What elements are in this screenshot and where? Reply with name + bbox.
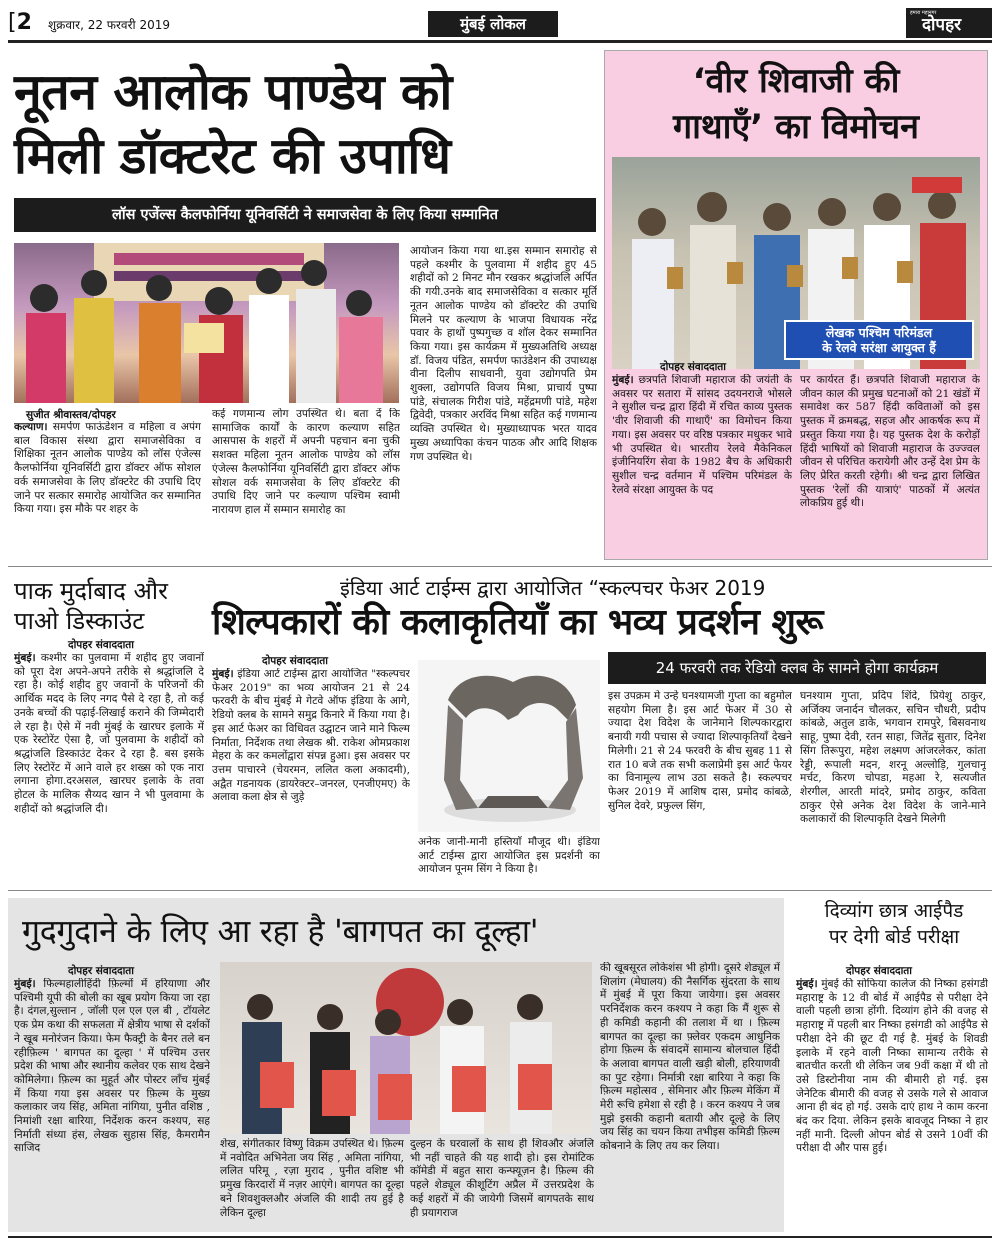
story6-headline <box>796 898 992 950</box>
story4-col3: इस उपक्रम मे उन्हे घनश्यामजी गुप्ता का बहुमोल सहयोग मिला है। इस आर्ट फेअर में 30 से ज्यादा देश विदेश के जानेमाने शिल्पकारद्वारा बनायी गयी पचास से ज्यादा शिल्पाकृतियाँ देखने मिलेगी। 21 से 24 फरवरी के बीच सुबह 11 से रात 10 बजे तक सभी कलाप्रेमी इस आर्ट फेयर का विनामूल्य लाभ उठा सकते है। स्कल्पचर फेअर 2019 में आशिष दास, प्रमोद कांबळे, सुनिल देवरे, प्रफुल्ल सिंग, <box>608 690 792 812</box>
divider-1 <box>8 566 992 567</box>
section-title: मुंबई लोकल <box>428 11 558 37</box>
story4-col1: मुंबई। इंडिया आर्ट टाईम्स द्वारा आयोजित "स्कल्पचर फेअर 2019" का भव्य आयोजन 21 से 24 फरवरी के बीच मुंबई मे गेटवे ऑफ इंडिया के आगे, रेडियो क्लब के सामने समुद्र किनारे में किया गया है। इस आर्ट फेअर का विधिवत उद्घाटन जाने माने फिल्म निर्माता, निर्देशक तथा लेखक श्री. राकेश ओमप्रकाश मेहरा के कर कमलोंद्वारा संपन्न हुआ। इस अवसर पर उत्तम पाचारने (चेयरमन, ललित कला अकादमी), अद्वैत गडनायक (डायरेक्टर–जनरल, एनजीएमए) के अलावा कला क्षेत्र से जुड़े <box>212 668 410 804</box>
film-poster-launch-image <box>220 962 592 1134</box>
story5-col4: की खूबसूरत लोकेशंस भी होगी। दूसरे शेड्यूल में शिलांग (मेघालय) की नैसर्गिक सुंदरता के साथ में मुंबई में पूरा किया जायेगा। इस अवसर परनिर्देशक करन कश्यप ने कहा कि मैं शुरू से ही कमिडी कहानी की तलाश में था । फ़िल्म बागपत का दूल्हा का फ़्लेवर एकदम आधुनिक होगा फ़िल्म के संवादमें सामान्य बोलचाल हिंदी के अलावा बागपत वाली खड़ी बोली, हरियाणवी का पुट रहेगा। निर्मात्री रक्षा बारिया ने कहा कि फ़िल्म महोत्सव , सेमिनार और फ़िल्म मेकिंग में मेरी रूचि हमेशा से रही है । करन कश्यप ने जब मुझे इसकी कहानी बतायी और दूल्हे के लिए जय सिंह का चयन किया तभीइस कमिडी फ़िल्म कोबनाने के लिए तय कर लिया। <box>600 962 780 1153</box>
story4-col4: घनश्याम गुप्ता, प्रदिप शिंदे, प्रियेशु ठाकुर, अर्जिक्य जनार्दन चौलकर, सचिन चौधरी, प्रदीप कांबळे, अतुल डाके, भगवान रामपुरे, बिसवनाथ साहू, पुष्पा देवी, रतन साहा, जितेंद्र सुतार, दिनेश सिंग तिरूपुरा, महेश लक्ष्मण आंजरलेकर, कांता रेड्डी, रूपाली मदन, शरनू अल्लोड़ि, गुलचानू मर्चट, किरण चोपडा, महआ रे, सत्यजीत शेरगील, आरती मांदरे, प्रमोद ठाकुर, कविता ठाकुर ऐसे अनेक देश विदेश के जाने-माने कलाकारों की शिल्पाकृति देखने मिलेगी <box>800 690 986 826</box>
story6-headline-line2: पर देगी बोर्ड परीक्षा <box>828 926 960 948</box>
story1-col3: आयोजन किया गया था.इस सम्मान समारोह से पहले कश्मीर के पुलवामा में शहीद हुए 45 शहीदों को 2 मिनट मौन रखकर श्रद्धांजलि अर्पित की गयी.उनके बाद समाजसेविका व सत्कार मूर्ति नूतन आलोक पाण्डेय को डॉक्टरेट की उपाधि मिलने पर कल्याण के भाजपा विधायक नरेंद्र पवार के हाथों पुष्पगुच्छ व शॉल देकर सम्मानित किया गया। इस कार्यक्रम में मुख्यअतिथि अध्यक्ष डॉ. विजय पंडित, समर्पण फाउंडेशन की उपाध्यक्ष वीना दिलीप साधवानी, युवा उद्योगपति प्रेम शुक्ला, उद्योगपति विजय मिश्रा, प्राचार्य पुष्पा पांडे, संचालक गिरीश पांडे, महेंद्रमणी पांडे, महेश द्विवेदी, पत्रकार अरविंद मिश्रा सहित कई गणमान्य व्यक्ति उपस्थित थे। मुख्याध्यापक भरत यादव मुख्य अध्यापिका कंचन पाठक और आदि शिक्षक गण उपस्थित थे। <box>410 245 597 463</box>
story1-headline-line1: नूतन आलोक पाण्डेय को <box>14 63 452 121</box>
story4-banner: 24 फरवरी तक रेडियो क्लब के सामने होगा कार्यक्रम <box>608 652 986 684</box>
story5-photo <box>220 962 592 1134</box>
story1-byline: सुजीत श्रीवास्तव/दोपहर <box>26 409 116 421</box>
story2-col2: पर कार्यरत हैं। छत्रपति शिवाजी महाराज के जीवन काल की प्रमुख घटनाओं को 21 खंडों में समावेश कर 587 हिंदी कविताओं को इस पुस्तक में क्रमबद्ध, सहज और आकर्षक रूप में प्रस्तुत किया गया है। यह पुस्तक देश के करोड़ों हिंदी भाषियों को शिवाजी महाराज के उज्ज्वल जीवन से परिचित करायेगी और उन्हें देश प्रेम के लिए प्रेरित करती रहेगी। श्री चन्द्र द्वारा लिखित पुस्तक 'रेलों की यात्राएं' पाठकों में अत्यंत लोकप्रिय हुई थी। <box>800 374 980 510</box>
story5-headline: गुदगुदाने के लिए आ रहा है 'बागपत का दूल्हा' <box>22 912 539 950</box>
story4-photo <box>418 660 600 832</box>
page-number: [2 <box>8 10 32 35</box>
story2-byline: दोपहर संवाददाता <box>660 361 727 373</box>
issue-date: शुक्रवार, 22 फरवरी 2019 <box>48 18 170 32</box>
story1-headline-line2: मिली डॉक्टरेट की उपाधि <box>14 127 451 185</box>
story2-caption: लेखक पश्चिम परिमंडल के रेलवे सरंक्षा आयुक्त हैं <box>784 320 974 360</box>
story5-col2-below: शेख, संगीतकार विष्णु विक्रम उपस्थित थे। फ़िल्म में नवोदित अभिनेता जय सिंह , अमिता नांगिया, ललित परिमू , रज़ा मुराद , पुनीत वशिष्ट भी प्रमुख किरदारों में नज़र आएंगे। बागपत का दूल्हा बने शिवशुक्लऔर अंजलि की शादी तय हुई है लेकिन दूल्हा <box>220 1138 404 1219</box>
sculpture-image <box>418 660 600 832</box>
story4-kicker: इंडिया आर्ट टाईम्स द्वारा आयोजित “स्कल्पचर फेअर 2019 <box>340 576 766 600</box>
story1-col1: कल्याण। समर्पण फाऊंडेशन व महिला व अपंग बाल विकास संस्था द्वारा समाजसेविका व शिक्षिका नूतन आलोक पाण्डेय को लॉस एंजेल्स कैलफोर्निया यूनिवर्सिटी द्वारा डॉक्टर ऑफ सोशल वर्क समाजसेवा के लिए डॉक्टरेट की उपाधि दिए जाने पर सत्कार समारोह आयोजित कर सम्मानित किया गया। इस मौके पर शहर के <box>14 421 201 516</box>
story5-col1: मुंबई। फिल्महालीहिंदी फ़िल्मों में हरियाणा और पश्चिमी यूपी की बोली का खूब प्रयोग किया जा रहा है। दंगल,सुल्तान , जॉली एल एल एल बी , टॉयलेट एक प्रेम कथा की सफलता में क्षेत्रीय भाषा से दर्शकों ने खूब मनोरंजन किया। फेम फैक्ट्री के बैनर तले बन रहीफ़िल्म ' बागपत का दूल्हा ' में पश्चिम उत्तर प्रदेश की भाषा और स्थानीय कलेवर एक साथ देखने कोमिलेगा। फ़िल्म का मुहूर्त और पोस्टर लॉंच मुंबई में किया गया इस अवसर पर फ़िल्म के मुख्य कलाकार जय सिंह, अमिता नांगिया, पुनीत वशिष्ठ , निमांशी रक्षा बारिया, निर्देशक करन कश्यप, सह निर्माती संध्या हंस, लेखक सुहास सिंह, कैमरामैन साजिद <box>14 978 210 1155</box>
story2-headline <box>604 58 988 150</box>
story4-col2-below: अनेक जानी-मानी हस्तियाँ मौजूद थी। इंडिया आर्ट टाईम्स द्वारा आयोजित इस प्रदर्शनी का आयोजन पूनम सिंग ने किया है। <box>418 836 600 876</box>
story1-col2: कई गणमान्य लोग उपस्थित थे। बता दें कि सामाजिक कार्यों के कारण कल्याण सहित आसपास के शहरों में अपनी पहचान बना चुकी सशक्त महिला नूतन आलोक पाण्डेय को लॉस एंजेल्स कैलफोर्निया यूनिवर्सिटी द्वारा डॉक्टर ऑफ सोशल वर्क समाजसेवा के लिए डॉक्टरेट की उपाधि दिए जाने पर कल्याण पश्चिम स्वामी नारायण हाल में सम्मान समारोह का <box>212 408 400 516</box>
divider-2 <box>8 890 992 891</box>
story6-body: मुंबई। मुंबई की सोफिया कालेज की निष्का हसंगडी महाराष्ट्र के 12 वी बोर्ड में आईपैड से परीक्षा देने वाली पहली छात्रा होंगी. दिव्यांग होने की वजह से महाराष्ट्र में पहली बार निष्का हसंगडी को आईपैड से परीक्षा देने की छूट दी गई है. मुंबई के शिवडी इलाके में रहने वाली निष्का सामान्य तरीके से बातचीत करती थी लेकिन जब 9वीं कक्षा में थी तो उसे डिस्टोनीया नाम की बीमारी हो गई. इस जेनेटिक बीमारी की वजह से उसके गले से आवाज आना ही बंद हो गई. उसके दाएं हाथ ने काम करना बंद कर दिया. लेकिन इसके बावजूद निष्का ने हार नहीं मानी. दिल्ली ओपन बोर्ड से उसने 10वीं की परीक्षा दी और पास हुई। <box>796 978 988 1155</box>
story3-headline <box>14 576 204 636</box>
story5-col3-below: दुल्हन के घरवालों के साथ ही शिवऔर अंजलि भी नहीं चाहते की यह शादी हो। इस रोमांटिक कॉमेडी में बहुत सारा कन्फ्यूज़न है। फ़िल्म की पहले शेड्यूल कीशूटिंग अप्रैल में उत्तरप्रदेश के कई शहरों में की जायेगी जिसमें बागपतके साथ ही प्रयागराज <box>410 1138 594 1219</box>
brand-logo: हमारा महानगर दोपहर <box>906 8 992 38</box>
story1-headline <box>14 60 594 188</box>
story4-headline: शिल्पकारों की कलाकृतियाँ का भव्य प्रदर्शन शुरू <box>212 602 823 643</box>
story2-headline-line2: गाथाएँ’ का विमोचन <box>672 107 920 147</box>
story3-byline: दोपहर संवाददाता <box>68 639 135 651</box>
story3-headline-line2: पाओ डिस्काउंट <box>14 607 145 635</box>
story6-byline: दोपहर संवाददाता <box>846 965 913 977</box>
story6-headline-line1: दिव्यांग छात्र आईपैड <box>824 900 964 922</box>
story1-subhead: लॉस एजेंल्स कैलफोर्निया यूनिवर्सिटी ने समाजसेवा के लिए किया सम्मानित <box>14 198 596 232</box>
story3-headline-line1: पाक मुर्दाबाद और <box>14 577 168 605</box>
bottom-rule <box>8 1236 992 1238</box>
story3-body: मुंबई। कश्मीर का पुलवामा में शहीद हुए जवानों को पूरा देश अपने-अपने तरीके से श्रद्धांजलि दे रहा है। कोई शहीद हुए जवानों के परिजनों की आर्थिक मदद के लिए नगद पैसे दे रहा है, तो कई उनके बच्चों की पढ़ाई-लिखाई कराने की जिम्मेदारी ले रहा है। ऐसे में नवी मुंबई के खारघर इलाके में एक रेस्टोरेंट ऐसा है, जो पुलवामा के शहीदों को श्रद्धांजलि डिस्काउंट देकर दे रहा है. बस इसके लिए रेस्टोरेंट में आने वाले हर शख्स को एक नारा लगाना होगा.दरअसल, खारघर इलाके के तवा होटल के मालिक सैय्यद खान ने भी पुलवामा के शहीदों को श्रद्धांजलि दी। <box>14 652 204 815</box>
story2-headline-line1: ‘वीर शिवाजी की <box>692 61 900 101</box>
story5-byline: दोपहर संवाददाता <box>68 965 135 977</box>
story1-photo <box>14 243 399 403</box>
award-ceremony-image <box>14 243 399 403</box>
masthead <box>8 8 992 42</box>
story2-col1: मुंबई। छत्रपति शिवाजी महाराज की जयंती के अवसर पर सतारा में सांसद उदयनराजे भोसले ने सुशील चन्द्र द्वारा हिंदी में रचित काव्य पुस्तक 'वीर शिवाजी की गाथाएँ' का विमोचन किया गया। इस अवसर पर वरिष्ठ पत्रकार मधुकर भावे भी उपस्थित थे। भारतीय रेलवे मैकेनिकल इंजीनियरिंग सेवा के 1982 बैच के अधिकारी सुशील चन्द्र वर्तमान में पश्चिम परिमंडल के रेलवे संरक्षा आयुक्त के पद <box>612 374 792 496</box>
story4-byline: दोपहर संवाददाता <box>262 655 329 667</box>
masthead-rule <box>8 40 992 43</box>
